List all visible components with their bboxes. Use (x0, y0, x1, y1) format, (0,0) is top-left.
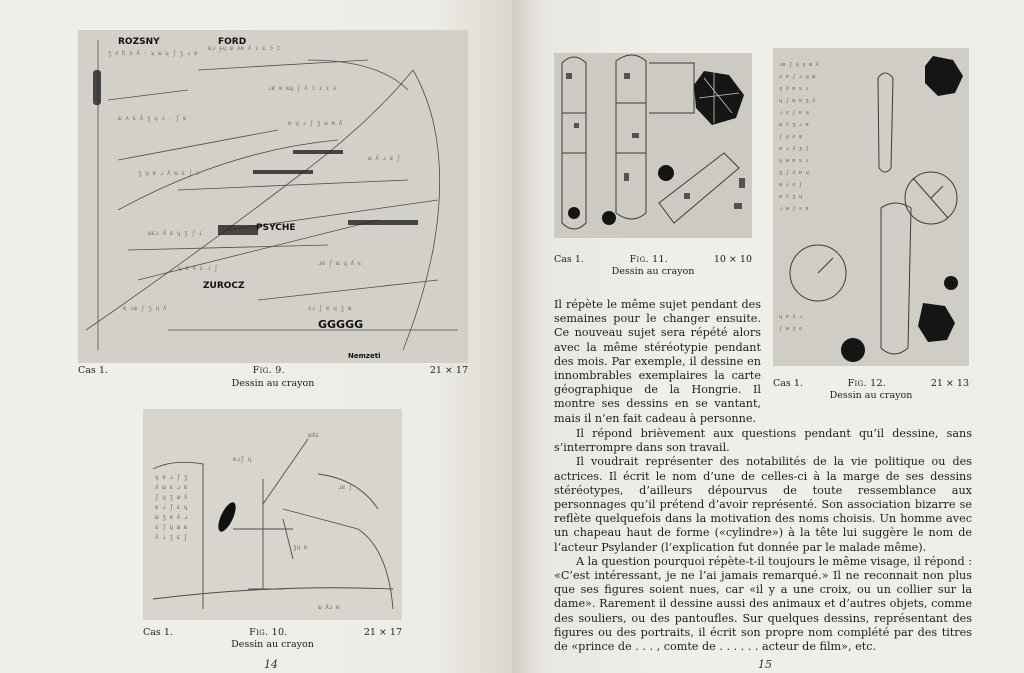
svg-text:ɥ ɐ ʎ ɛ ɹ ʃ: ɥ ɐ ʎ ɛ ɹ ʃ (178, 265, 218, 272)
fig9-word-nemzeti: Nemzeti (348, 352, 381, 360)
figure-10-drawing (143, 409, 402, 620)
svg-text:ʃ ɯ ʒ ɛ: ʃ ɯ ʒ ɛ (779, 326, 803, 332)
svg-text:ɹɐ ʍ ɯɥ ʃ ʎ ɔ ɾ ɪ ɛ: ɹɐ ʍ ɯɥ ʃ ʎ ɔ ɾ ɪ ɛ (268, 85, 337, 92)
figure-11-drawing (554, 53, 752, 238)
main-text-block (554, 427, 972, 654)
fig9-word-rozsny: ROZSNY (118, 37, 160, 47)
svg-text:ɐ ɹ ʃ ɛ ɥ: ɐ ɹ ʃ ɛ ɥ (155, 504, 188, 511)
figure-11-technique: Dessin au crayon (611, 266, 695, 277)
svg-text:ʒ ʃ ʎ ɐ ɥ: ʒ ʃ ʎ ɐ ɥ (779, 170, 809, 176)
svg-text:ɹ ɛ ʃ ɐ ɥ: ɹ ɛ ʃ ɐ ɥ (779, 110, 809, 116)
figure-12-technique: Dessin au crayon (829, 390, 913, 401)
paragraph-1: Il répond brièvement aux questions pendant qu’il dessine, sans s’interrompre dans son travail. (554, 427, 972, 455)
figure-11-size: 10 × 10 (713, 254, 752, 265)
figure-9-caption (78, 365, 468, 376)
svg-text:ɹ ɯ ʃ ɛ ɐ: ɹ ɯ ʃ ɛ ɐ (779, 206, 809, 212)
figure-9-size: 21 × 17 (429, 365, 468, 376)
figure-9-technique: Dessin au crayon (231, 378, 315, 389)
narrow-text-column (554, 298, 761, 426)
figure-12-label: Fig. 12. (847, 378, 887, 389)
svg-text:ɯ ʎ ɹ ɐ ʃ: ɯ ʎ ɹ ɐ ʃ (368, 155, 401, 162)
right-page-number: 15 (758, 658, 772, 671)
paragraph-2: Il voudrait représenter des notabilités de la vie politique ou des actrices. Il écrit le nom d’une de celles-ci à la marge de ses dessins stéréotypes, d’ailleurs dépourvus de toute ressemblance aux personnages qu’il prétend d’avoir représenté. Son association bizarre se reflète quelquefois dans la motivation des noms choisis. Un homme avec un chapeau haut de forme («cylindre») à la tête lui suggère le nom de l’acteur Psylander (l’explication fut donnée par le malade même). (554, 455, 972, 554)
fig9-word-ford: FORD (218, 37, 247, 47)
svg-text:ɐɹ ɟɥ ɯ ʌʍ ʎ ɾ ɛ ɔ ɪ: ɐɹ ɟɥ ɯ ʌʍ ʎ ɾ ɛ ɔ ɪ (208, 45, 281, 52)
svg-text:ʎ ɯ ɛ ɹ ɐ: ʎ ɯ ɛ ɹ ɐ (155, 484, 188, 491)
figure-10-size: 21 × 17 (363, 627, 402, 638)
figure-12-image (773, 48, 969, 366)
svg-text:ɐ ɹɯ ʃ ʒ ɥ ʎ: ɐ ɹɯ ʃ ʒ ɥ ʎ (123, 305, 167, 312)
svg-text:ɐ ɥ ɹ ʃ ʒ ɯ ʍ ʎ: ɐ ɥ ɹ ʃ ʒ ɯ ʍ ʎ (288, 120, 343, 127)
svg-text:ɹɐ ʃ ɥ ʒ ɯ ʎ: ɹɐ ʃ ɥ ʒ ɯ ʎ (779, 62, 819, 68)
figure-9-image (78, 30, 468, 363)
figure-9-drawing (78, 30, 468, 363)
figure-11-image (554, 53, 752, 238)
figure-11-case: Cas 1. (554, 254, 584, 265)
svg-text:ʒ ɥ ɐ ɹ ʎ ɯ ɛ ʃ ɔ: ʒ ɥ ɐ ɹ ʎ ɯ ɛ ʃ ɔ (138, 170, 200, 177)
svg-text:ɯ ʎɹ ɐ: ɯ ʎɹ ɐ (318, 604, 340, 611)
svg-text:ɥ ʃ ɯ ɐ ʒ ʎ: ɥ ʃ ɯ ɐ ʒ ʎ (779, 98, 816, 104)
figure-12-drawing (773, 48, 969, 366)
figure-10-case: Cas 1. (143, 627, 173, 638)
svg-text:ɯɛɹ ʎ ɐ ɥ ʒ ʃ ɾ: ɯɛɹ ʎ ɐ ɥ ʒ ʃ ɾ (148, 230, 203, 237)
svg-text:ɥ ɐ ʎ ɹ: ɥ ɐ ʎ ɹ (779, 314, 803, 320)
svg-text:ɯ ʒ ɐ ʎ ɹ: ɯ ʒ ɐ ʎ ɹ (155, 514, 188, 521)
narrow-paragraph: Il répète le même sujet pendant des semaines pour le changer ensuite. Ce nouveau sujet sera répété alors avec la même stéréotypie pendant des mois. Par exemple, il dessine en innombrables exemplaires la carte géographique de la Hongrie. Il montre ses dessins en se vantant, mais il n’en fait cadeau à personne. (554, 298, 761, 425)
right-page (512, 0, 1024, 673)
svg-text:ɥ ɯ ɐ ɛ ɹ: ɥ ɯ ɐ ɛ ɹ (779, 158, 809, 164)
svg-text:ɐɹʃ ɥ: ɐɹʃ ɥ (233, 456, 252, 463)
svg-text:ɐ ʎ ʒ ɥ: ɐ ʎ ʒ ɥ (779, 194, 803, 200)
svg-text:ɥ ɐ ɹ ʃ ʒ: ɥ ɐ ɹ ʃ ʒ (155, 474, 188, 481)
figure-11-caption (554, 254, 752, 265)
fig9-word-zurocz: ZUROCZ (203, 281, 245, 291)
svg-text:ɹɐ ʃ ɯ ɥ ʎ ɛ: ɹɐ ʃ ɯ ɥ ʎ ɛ (318, 260, 362, 267)
fig9-word-ggggg: GGGGG (318, 318, 364, 331)
figure-10-image (143, 409, 402, 620)
figure-11-label: Fig. 11. (629, 254, 669, 265)
left-page-number: 14 (264, 658, 278, 671)
svg-text:ʃ ɥ ʒ ɯ ʎ: ʃ ɥ ʒ ɯ ʎ (155, 494, 188, 501)
figure-12-size: 21 × 13 (930, 378, 969, 389)
svg-text:ɹɐ ʃ: ɹɐ ʃ (338, 484, 353, 491)
svg-text:ʎ ɹ ʒ ɛ ʃ: ʎ ɹ ʒ ɛ ʃ (155, 534, 188, 541)
figure-10-caption (143, 627, 402, 638)
svg-text:ɛ ɐ ʃ ɹ ɥ ɯ: ɛ ɐ ʃ ɹ ɥ ɯ (779, 74, 816, 80)
figure-12-case: Cas 1. (773, 378, 803, 389)
svg-text:ӡ ԁ ե ɲ ʎ · ϡ ω ɥ ʃ ʒ ɹ ɐ: ӡ ԁ ե ɲ ʎ · ϡ ω ɥ ʃ ʒ ɹ ɐ (108, 50, 198, 57)
svg-text:ɯʎɛ: ɯʎɛ (308, 432, 319, 439)
figure-9-label: Fig. 9. (252, 365, 285, 376)
svg-text:ɯ ʎ ʒ ɹ ɐ: ɯ ʎ ʒ ɹ ɐ (779, 122, 809, 128)
svg-text:ɯ ɹ ɛ ʃ: ɯ ɹ ɛ ʃ (779, 182, 803, 188)
paragraph-3: A la question pourquoi répète-t-il toujours le même visage, il répond : «C’est intéressant, je ne l’ai jamais remarqué.» Il ne reconnait non plus que ses figures soient nues, car «il y a une croix, ou un collier sur la dame». Rarement il dessine aussi des animaux et d’autres objets, comme des souliers, ou des pantoufles. Sur quelques dessins, représentant des figures ou des portraits, il écrit son propre nom complété par des titres de «prince de . . . , comte de . . . . . . acteur de film», etc. (554, 554, 972, 654)
svg-text:ɯ ʌ ɛ ʎ ʒ ɥ ɾ · ʃ ɐ: ɯ ʌ ɛ ʎ ʒ ɥ ɾ · ʃ ɐ (118, 115, 187, 122)
fig9-word-psyche: PSYCHE (256, 223, 296, 233)
svg-text:ɛɹ ʃ ɐ ɥ ʒ ɯ: ɛɹ ʃ ɐ ɥ ʒ ɯ (308, 305, 352, 312)
figure-10-technique: Dessin au crayon (231, 639, 314, 650)
figure-12-caption (773, 378, 969, 389)
svg-text:ʒ ʎ ɐ ɛ ɹ: ʒ ʎ ɐ ɛ ɹ (779, 86, 809, 92)
svg-text:ʒɥ ɐ: ʒɥ ɐ (293, 544, 308, 551)
svg-text:ɛ ʃ ɥ ɯ ɐ: ɛ ʃ ɥ ɯ ɐ (155, 524, 188, 531)
figure-10-label: Fig. 10. (249, 627, 288, 638)
svg-text:ʃ ɥ ɛ ɯ: ʃ ɥ ɛ ɯ (779, 134, 803, 140)
svg-text:ɐ ɹ ʎ ʒ ʃ: ɐ ɹ ʎ ʒ ʃ (779, 146, 809, 152)
figure-9-case: Cas 1. (78, 365, 108, 376)
